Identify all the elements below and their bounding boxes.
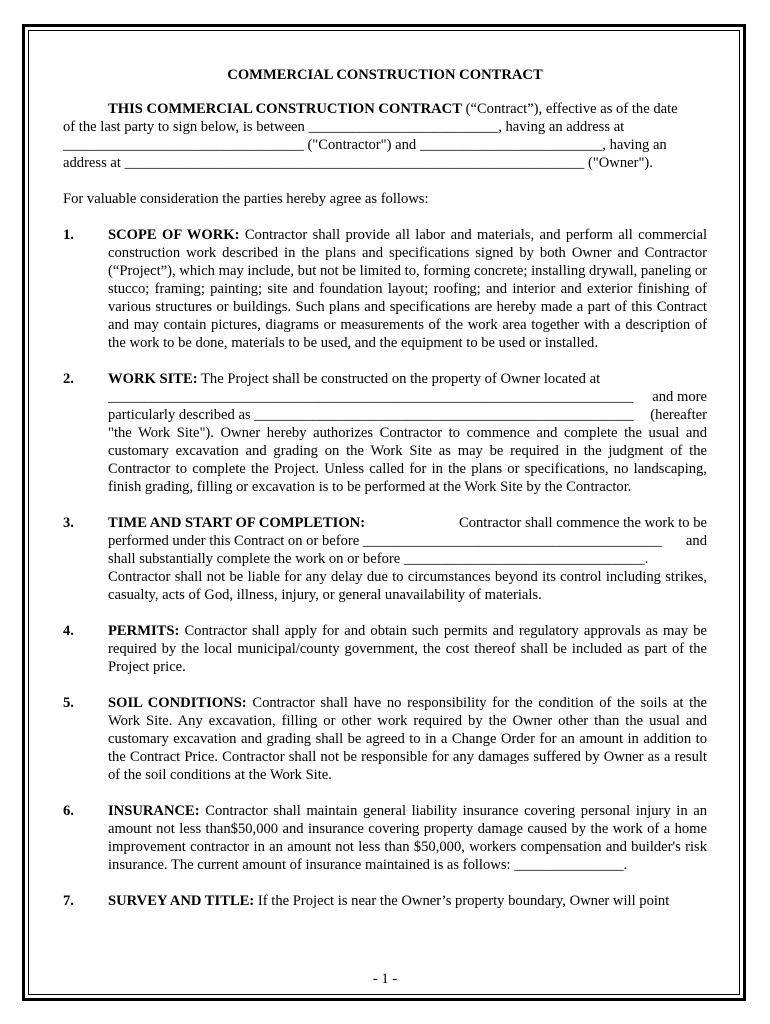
section-line2-end: and	[685, 533, 707, 549]
section-number: 6.	[63, 803, 74, 819]
section-soil-conditions	[63, 694, 707, 784]
section-text: Contractor shall provide all labor and materials, and perform all commercial construction work described in the plans and specifications signed by both Owner and Contractor (“Project”), which may include, but not be limited to, forming concrete; installing drywall, paneling or stucco; framing; painting; site and foundation layout; roofing; and interior and exterior finishing of various structures or buildings. Such plans and specifications are hereby made a part of this Contract and may contain pictures, diagrams or measurements of the work area together with a description of the work to be done, materials to be used, and the equipment to be used or installed.	[108, 227, 707, 351]
section-text: Contractor shall maintain general liability insurance covering personal injury in an amount not less than$50,000 and insurance covering property damage caused by the work of a home improvement contractor in an amount not less than $50,000, workers compensation and builder's risk insurance. The current amount of insurance maintained is as follows: _______________.	[108, 803, 707, 873]
intro-bold-lead: THIS COMMERCIAL CONSTRUCTION CONTRACT	[108, 101, 462, 117]
intro-paragraph	[63, 100, 707, 118]
section-line2-end: and more	[652, 389, 707, 405]
section-heading: WORK SITE:	[108, 371, 198, 387]
section-heading: SCOPE OF WORK:	[108, 227, 240, 243]
section-line1-rest: Contractor shall commence the work to be	[458, 515, 707, 531]
document-title: COMMERCIAL CONSTRUCTION CONTRACT	[227, 67, 543, 83]
section-work-site	[63, 370, 707, 496]
intro-line1-rest: (“Contract”), effective as of the date	[461, 101, 678, 117]
consideration-text: For valuable consideration the parties hereby agree as follows:	[63, 191, 429, 207]
section-text: If the Project is near the Owner’s property boundary, Owner will point	[254, 893, 670, 909]
work-site-address-blank: ________________________________________________________________________	[108, 389, 634, 405]
section-heading: PERMITS:	[108, 623, 180, 639]
page-number: - 1 -	[372, 971, 398, 987]
section-number: 1.	[63, 227, 74, 243]
completion-date-blank: shall substantially complete the work on or before _________________________________.	[108, 551, 649, 567]
section-text: Contractor shall have no responsibility for the condition of the soils at the Work Site. Any excavation, filling or other work required by the Owner other than the usual and customary excavation and grading shall be agreed to in a Change Order for an amount in addition to the Contract Price. Contractor shall not be responsible for any damages suffered by Owner as a result of the soil conditions at the Work Site.	[108, 695, 707, 783]
section-line1: The Project shall be constructed on the property of Owner located at	[197, 371, 601, 387]
section-insurance	[63, 802, 707, 874]
intro-line4: address at _______________________________________________________________ ("Owner").	[63, 155, 653, 171]
section-number: 7.	[63, 893, 74, 909]
intro-line3: _________________________________ ("Contractor") and _________________________, having an	[63, 137, 667, 153]
work-site-description-blank: particularly described as ____________________________________________________	[108, 407, 634, 423]
section-heading: INSURANCE:	[108, 803, 200, 819]
section-number: 5.	[63, 695, 74, 711]
section-text: Contractor shall not be liable for any delay due to circumstances beyond its control including strikes, casualty, acts of God, illness, injury, or general unavailability of materials.	[108, 569, 707, 603]
intro-line2: of the last party to sign below, is between __________________________, having an address at	[63, 119, 625, 135]
section-number: 2.	[63, 371, 74, 387]
section-heading: TIME AND START OF COMPLETION:	[108, 515, 366, 531]
section-text: Contractor shall apply for and obtain such permits and regulatory approvals as may be required by the local municipal/county government, the cost thereof shall be included as part of the Project price.	[108, 623, 707, 675]
section-time-and-start	[63, 514, 707, 604]
section-permits	[63, 622, 707, 676]
section-text: "the Work Site"). Owner hereby authorizes Contractor to commence and complete the usual and customary excavation and grading on the Work Site as may be required in the judgment of the Contractor to complete the Project. Unless called for in the plans or specifications, no landscaping, finish grading, filling or excavation is to be performed at the Work Site by the Contractor.	[108, 425, 707, 495]
section-line3-end: (hereafter	[650, 407, 707, 423]
section-number: 3.	[63, 515, 74, 531]
section-number: 4.	[63, 623, 74, 639]
section-heading: SOIL CONDITIONS:	[108, 695, 247, 711]
section-heading: SURVEY AND TITLE:	[108, 893, 255, 909]
start-date-blank: performed under this Contract on or before _________________________________________	[108, 533, 663, 549]
section-survey-and-title	[63, 892, 707, 910]
contract-document	[63, 66, 707, 910]
section-scope-of-work	[63, 226, 707, 352]
